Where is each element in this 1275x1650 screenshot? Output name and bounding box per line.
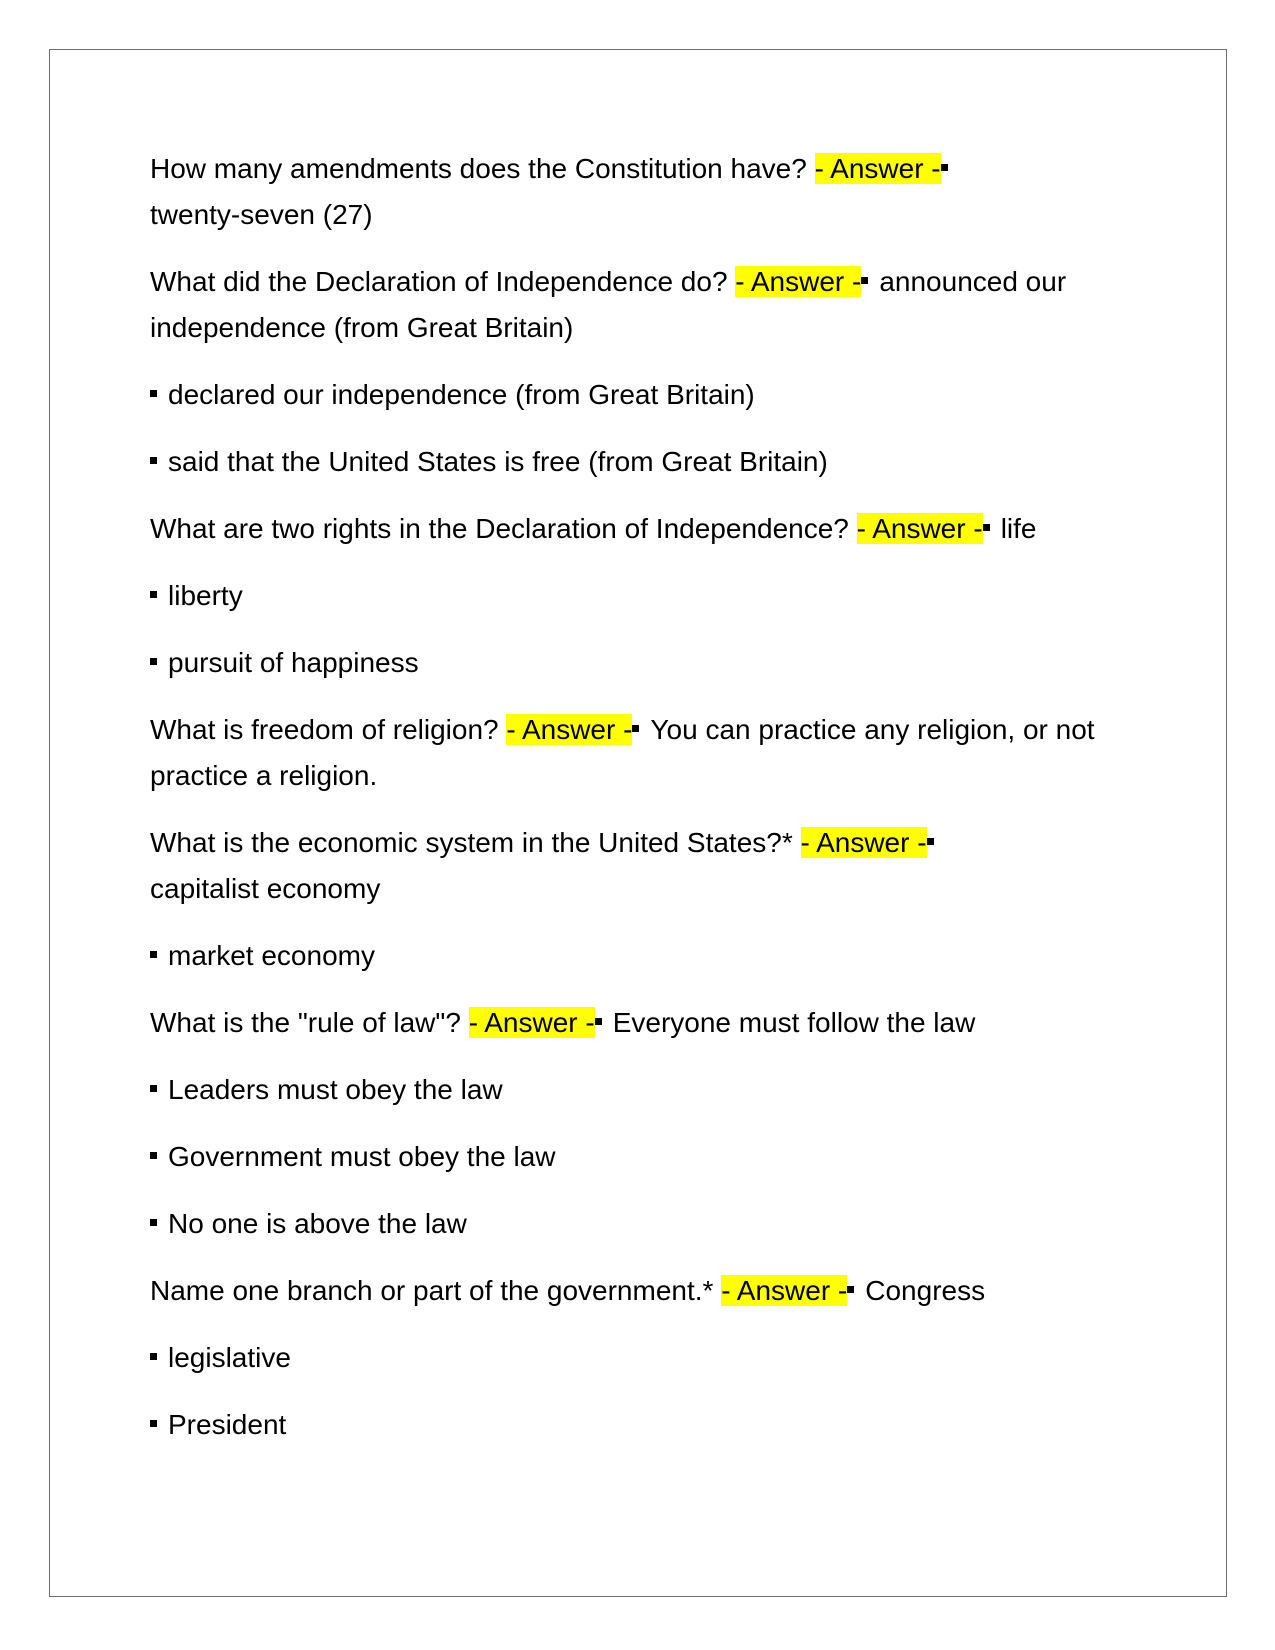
answer-text: Congress	[865, 1275, 986, 1306]
bullet-item	[150, 1335, 1140, 1381]
bullet-text: said that the United States is free (from Great Britain)	[168, 446, 828, 477]
bullet-icon	[150, 1152, 157, 1159]
bullet-icon	[983, 524, 990, 531]
question-text: Name one branch or part of the government.*	[150, 1275, 714, 1306]
bullet-icon	[150, 1353, 157, 1360]
bullet-item	[150, 1134, 1140, 1180]
bullet-item	[150, 1067, 1140, 1113]
bullet-icon	[632, 725, 639, 732]
bullet-text: liberty	[168, 580, 243, 611]
answer-text: announced our independence (from Great Britain)	[150, 266, 1067, 343]
question-text: What are two rights in the Declaration of Independence?	[150, 513, 849, 544]
bullet-icon	[150, 658, 157, 665]
answer-label-highlight: - Answer -	[721, 1275, 848, 1306]
bullet-item	[150, 573, 1140, 619]
qa-item-amendments	[150, 146, 1140, 238]
bullet-icon	[150, 1219, 157, 1226]
answer-text: You can practice any religion, or not practice a religion.	[150, 714, 1095, 791]
bullet-icon	[927, 838, 934, 845]
qa-item-branch	[150, 1268, 1140, 1314]
document-body	[150, 146, 1140, 1469]
answer-label-highlight: - Answer -	[856, 513, 983, 544]
bullet-text: No one is above the law	[168, 1208, 467, 1239]
answer-label-highlight: - Answer -	[468, 1007, 595, 1038]
bullet-item	[150, 439, 1140, 485]
qa-item-economy	[150, 820, 1140, 912]
bullet-icon	[595, 1018, 602, 1025]
question-text: What is the economic system in the United States?*	[150, 827, 793, 858]
bullet-item	[150, 372, 1140, 418]
bullet-text: pursuit of happiness	[168, 647, 419, 678]
bullet-icon	[150, 591, 157, 598]
bullet-icon	[847, 1286, 854, 1293]
qa-item-declaration	[150, 259, 1140, 351]
qa-item-rule-of-law	[150, 1000, 1140, 1046]
bullet-text: President	[168, 1409, 287, 1440]
answer-label-highlight: - Answer -	[800, 827, 927, 858]
bullet-icon	[861, 277, 868, 284]
bullet-icon	[150, 390, 157, 397]
bullet-icon	[150, 1085, 157, 1092]
qa-item-rights	[150, 506, 1140, 552]
question-text: What is freedom of religion?	[150, 714, 499, 745]
bullet-icon	[150, 951, 157, 958]
bullet-item	[150, 640, 1140, 686]
answer-text: Everyone must follow the law	[612, 1007, 976, 1038]
bullet-icon	[150, 1420, 157, 1427]
answer-label-highlight: - Answer -	[814, 153, 941, 184]
question-text: What is the "rule of law"?	[150, 1007, 461, 1038]
question-text: How many amendments does the Constitution have?	[150, 153, 807, 184]
answer-label-highlight: - Answer -	[735, 266, 862, 297]
bullet-text: legislative	[168, 1342, 291, 1373]
answer-text: life	[1000, 513, 1037, 544]
bullet-text: declared our independence (from Great Britain)	[168, 379, 755, 410]
bullet-item	[150, 1201, 1140, 1247]
bullet-text: Government must obey the law	[168, 1141, 556, 1172]
bullet-text: Leaders must obey the law	[168, 1074, 503, 1105]
bullet-icon	[150, 457, 157, 464]
answer-text: capitalist economy	[150, 873, 381, 904]
bullet-item	[150, 933, 1140, 979]
answer-label-highlight: - Answer -	[506, 714, 633, 745]
question-text: What did the Declaration of Independence do?	[150, 266, 728, 297]
bullet-item	[150, 1402, 1140, 1448]
answer-text: twenty-seven (27)	[150, 199, 373, 230]
bullet-icon	[941, 164, 948, 171]
bullet-text: market economy	[168, 940, 375, 971]
qa-item-religion	[150, 707, 1140, 799]
